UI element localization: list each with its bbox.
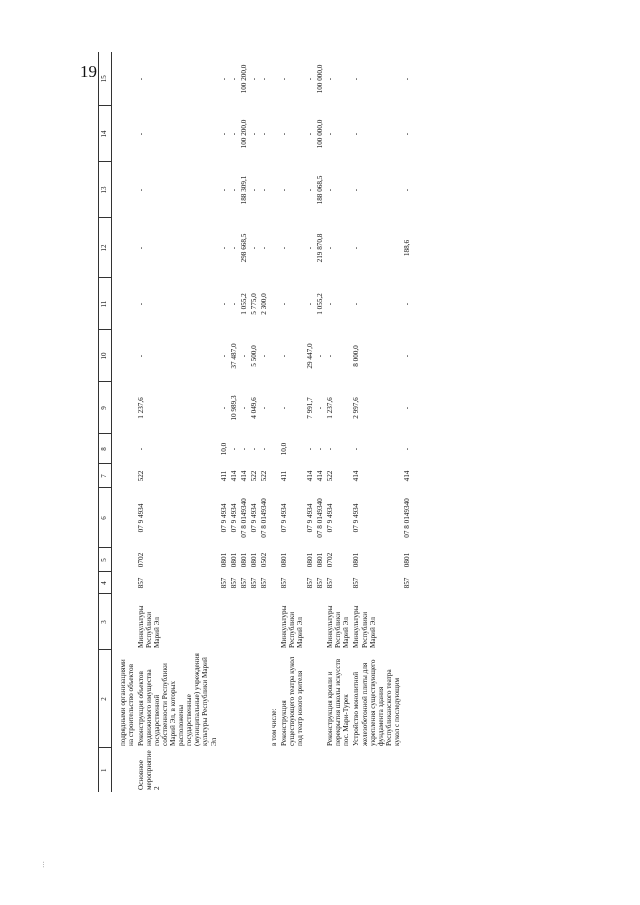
table-cell: -: [136, 354, 145, 358]
table-cell: [229, 594, 239, 650]
table-cell: -: [306, 77, 315, 81]
table-cell: 0801: [229, 552, 238, 568]
table-cell: [118, 382, 136, 434]
table-cell: [118, 218, 136, 278]
table-cell: 5 775,0: [249, 293, 258, 315]
table-cell: -: [402, 354, 411, 358]
table-cell: -: [402, 77, 411, 81]
table-cell: 857: [402, 577, 411, 589]
table-cell: -: [136, 447, 145, 451]
table-cell: [269, 434, 279, 464]
table-cell: [118, 572, 136, 594]
table-cell: 0801: [306, 552, 315, 568]
table-cell: [269, 330, 279, 382]
table-cell: [279, 748, 305, 792]
table-cell: -: [352, 246, 361, 250]
header-cell: 4: [99, 572, 112, 594]
table-cell: 857: [136, 577, 145, 589]
table-cell: 1 055,2: [239, 293, 248, 315]
table-cell: 07 8 0149340: [259, 498, 268, 538]
table-cell: [305, 748, 315, 792]
table-cell: 0502: [259, 552, 268, 568]
table-cell: [269, 382, 279, 434]
table-cell: -: [306, 447, 315, 451]
table-cell: -: [219, 132, 228, 136]
header-cell: 3: [99, 594, 112, 650]
table-cell: -: [279, 188, 288, 192]
table-cell: 414: [239, 470, 248, 482]
table-cell: [229, 748, 239, 792]
table-cell: 414: [402, 470, 411, 482]
table-cell: -: [136, 188, 145, 192]
table-cell: 07 8 0149340: [239, 498, 248, 538]
table-cell: -: [306, 188, 315, 192]
table-cell: 10 989,3: [229, 395, 238, 421]
table-row: [402, 52, 412, 792]
table-cell: [239, 594, 249, 650]
header-cell: 6: [99, 488, 112, 548]
table-cell: [269, 218, 279, 278]
table-cell: [229, 650, 239, 748]
table-cell: 10,0: [219, 442, 228, 456]
table-cell: [305, 594, 315, 650]
table-cell: -: [326, 302, 335, 306]
table-cell: -: [352, 302, 361, 306]
table-cell: 1 237,6: [326, 397, 335, 419]
table-cell: -: [326, 132, 335, 136]
table-cell: -: [402, 447, 411, 451]
table-cell: -: [259, 354, 268, 358]
table-cell: [325, 748, 351, 792]
table-cell: [402, 594, 412, 650]
table-cell: [219, 650, 229, 748]
table-cell: [269, 464, 279, 488]
table-cell: 07 9 4934: [326, 503, 335, 533]
table-cell: -: [136, 132, 145, 136]
table-cell: 522: [259, 470, 268, 482]
table-cell: 0801: [239, 552, 248, 568]
table-cell: [219, 594, 229, 650]
table-cell: [219, 748, 229, 792]
rotated-table-container: [98, 52, 628, 792]
table-cell: 37 487,0: [229, 343, 238, 369]
table-cell: [269, 748, 279, 792]
table-cell: 10,0: [279, 442, 288, 456]
table-cell: [315, 650, 325, 748]
table-cell: -: [326, 188, 335, 192]
table-cell: [269, 162, 279, 218]
table-cell: 07 9 4934: [352, 503, 361, 533]
table-cell: 522: [136, 470, 145, 482]
table-cell: 0801: [279, 552, 288, 568]
table-cell: -: [316, 406, 325, 410]
table-cell: -: [136, 302, 145, 306]
table-cell: Минкультуры Республики Марий Эл: [326, 605, 351, 648]
table-cell: [118, 488, 136, 548]
table-cell: [269, 106, 279, 162]
table-cell: -: [229, 132, 238, 136]
table-cell: [118, 278, 136, 330]
table-cell: 0801: [249, 552, 258, 568]
header-cell: 15: [99, 52, 112, 106]
table-cell: Минкультуры Республики Марий Эл: [136, 605, 162, 648]
table-cell: [259, 594, 269, 650]
page-number: 19: [80, 62, 97, 81]
table-cell: [239, 748, 249, 792]
budget-table: [98, 52, 412, 792]
table-cell: -: [219, 188, 228, 192]
table-cell: 07 9 4934: [219, 503, 228, 533]
table-cell: 1 055,2: [316, 293, 325, 315]
table-cell: [269, 488, 279, 548]
table-cell: 0702: [326, 552, 335, 568]
table-cell: [249, 650, 259, 748]
table-cell: -: [136, 77, 145, 81]
header-cell: 10: [99, 330, 112, 382]
table-cell: 0801: [352, 552, 361, 568]
table-row: [229, 52, 239, 792]
table-cell: -: [306, 302, 315, 306]
table-cell: 219 870,8: [316, 233, 325, 263]
table-cell: 100 200,0: [239, 64, 248, 94]
table-cell: 857: [326, 577, 335, 589]
table-cell: [269, 52, 279, 106]
table-cell: -: [249, 246, 258, 250]
table-cell: -: [352, 77, 361, 81]
table-cell: -: [279, 406, 288, 410]
table-cell: -: [316, 447, 325, 451]
table-cell: [351, 748, 401, 792]
table-cell: 2 300,0: [259, 293, 268, 315]
table-row: [219, 52, 229, 792]
table-cell: -: [279, 246, 288, 250]
table-cell: 0702: [136, 552, 145, 568]
table-cell: 100 000,0: [316, 64, 325, 94]
table-row: [249, 52, 259, 792]
table-cell: -: [239, 406, 248, 410]
table-cell: -: [402, 406, 411, 410]
table-cell: [269, 278, 279, 330]
header-cell: 12: [99, 218, 112, 278]
table-cell: -: [326, 77, 335, 81]
table-cell: 07 9 4934: [136, 503, 145, 533]
table-cell: -: [279, 302, 288, 306]
table-row: [239, 52, 249, 792]
table-row: [351, 52, 401, 792]
table-row: [305, 52, 315, 792]
table-cell: [118, 748, 136, 792]
table-cell: -: [259, 188, 268, 192]
table-cell: [118, 330, 136, 382]
table-cell: 7 991,7: [306, 397, 315, 419]
table-cell: 857: [306, 577, 315, 589]
table-row: [269, 52, 279, 792]
table-cell: -: [352, 447, 361, 451]
table-cell: 298 668,5: [239, 233, 248, 263]
header-cell: 5: [99, 548, 112, 572]
table-row: [315, 52, 325, 792]
header-row: [99, 52, 112, 792]
table-cell: [315, 594, 325, 650]
table-cell: Реконструкция существующего театра кукол под театр юного зрителя: [279, 656, 305, 746]
table-cell: [118, 52, 136, 106]
table-cell: Реконструкция кровли и перекрытия школы искусств пос. Мари-Турек: [326, 658, 351, 746]
table-cell: 0801: [402, 552, 411, 568]
table-cell: 414: [316, 470, 325, 482]
table-cell: 857: [249, 577, 258, 589]
table-cell: -: [259, 77, 268, 81]
table-cell: -: [229, 188, 238, 192]
table-cell: [269, 572, 279, 594]
table-cell: [249, 748, 259, 792]
table-cell: 8 000,0: [352, 345, 361, 367]
table-cell: 0801: [219, 552, 228, 568]
table-cell: [269, 548, 279, 572]
table-cell: [259, 748, 269, 792]
table-cell: -: [326, 246, 335, 250]
table-row: [136, 52, 219, 792]
table-row: [118, 52, 136, 792]
table-cell: [315, 748, 325, 792]
table-cell: 857: [316, 577, 325, 589]
table-cell: [118, 594, 136, 650]
table-cell: 857: [229, 577, 238, 589]
table-cell: 857: [352, 577, 361, 589]
table-row: [259, 52, 269, 792]
table-cell: -: [402, 302, 411, 306]
table-cell: -: [229, 447, 238, 451]
table-cell: Минкультуры Республики Марий Эл: [352, 605, 377, 648]
table-cell: -: [239, 354, 248, 358]
table-cell: -: [279, 132, 288, 136]
table-cell: -: [402, 188, 411, 192]
header-cell: 9: [99, 382, 112, 434]
table-cell: -: [259, 447, 268, 451]
table-cell: 07 9 4934: [229, 503, 238, 533]
table-cell: -: [249, 447, 258, 451]
table-cell: 07 9 4934: [249, 503, 258, 533]
table-cell: -: [352, 132, 361, 136]
table-cell: -: [279, 77, 288, 81]
table-cell: Реконструкция объектов недвижимого имущества государственной собственности Республики Марий Эл, в которых расположены государственные (муниципальные) учреждения культуры Республики Марий Эл: [136, 653, 218, 746]
table-cell: [249, 594, 259, 650]
table-cell: -: [326, 354, 335, 358]
table-cell: 07 8 0149340: [402, 498, 411, 538]
table-cell: 4 049,6: [249, 397, 258, 419]
table-cell: -: [352, 188, 361, 192]
header-cell: 11: [99, 278, 112, 330]
header-cell: 7: [99, 464, 112, 488]
header-cell: 13: [99, 162, 112, 218]
table-cell: 414: [352, 470, 361, 482]
table-cell: -: [306, 246, 315, 250]
table-cell: -: [259, 132, 268, 136]
table-cell: -: [316, 354, 325, 358]
table-cell: Основное мероприятие 2: [136, 750, 162, 790]
table-cell: 07 8 0149340: [316, 498, 325, 538]
table-cell: подрядными организациями на строительство объектов: [118, 659, 135, 746]
table-cell: -: [219, 354, 228, 358]
table-cell: -: [306, 132, 315, 136]
table-cell: 414: [229, 470, 238, 482]
table-cell: Минкультуры Республики Марий Эл: [279, 605, 305, 648]
table-cell: -: [326, 447, 335, 451]
table-cell: [402, 748, 412, 792]
table-cell: [118, 106, 136, 162]
table-cell: 188 309,1: [239, 175, 248, 205]
edge-mark: …: [38, 861, 46, 868]
table-cell: 188,6: [402, 239, 411, 257]
table-cell: 07 9 4934: [279, 503, 288, 533]
table-cell: 857: [259, 577, 268, 589]
table-cell: 857: [279, 577, 288, 589]
table-cell: 100 000,0: [316, 119, 325, 149]
table-cell: 857: [219, 577, 228, 589]
table-cell: -: [219, 77, 228, 81]
table-cell: 857: [239, 577, 248, 589]
table-cell: 2 997,6: [352, 397, 361, 419]
table-cell: 188 068,5: [316, 175, 325, 205]
table-cell: 522: [249, 470, 258, 482]
table-cell: Устройство монолитной железобетонной плиты для укрепления существующего фундамента здания Республиканского театра кукол с последующим: [352, 659, 401, 746]
table-row: [279, 52, 305, 792]
table-cell: [269, 594, 279, 650]
table-cell: [118, 548, 136, 572]
table-cell: -: [249, 132, 258, 136]
table-cell: -: [279, 354, 288, 358]
table-cell: [402, 650, 412, 748]
table-cell: [118, 434, 136, 464]
table-cell: -: [229, 246, 238, 250]
header-cell: 2: [99, 650, 112, 748]
table-cell: [259, 650, 269, 748]
header-cell: 14: [99, 106, 112, 162]
table-cell: -: [249, 188, 258, 192]
table-cell: 29 447,0: [306, 343, 315, 369]
table-cell: [239, 650, 249, 748]
table-cell: -: [229, 77, 238, 81]
table-cell: -: [402, 132, 411, 136]
table-cell: 411: [279, 470, 288, 482]
table-cell: -: [136, 246, 145, 250]
table-cell: 0801: [316, 552, 325, 568]
table-cell: 522: [326, 470, 335, 482]
table-cell: 5 500,0: [249, 345, 258, 367]
table-cell: -: [239, 447, 248, 451]
table-cell: 414: [306, 470, 315, 482]
table-cell: -: [219, 406, 228, 410]
table-cell: [305, 650, 315, 748]
table-cell: -: [229, 302, 238, 306]
table-cell: [118, 162, 136, 218]
table-cell: -: [259, 406, 268, 410]
table-cell: [118, 464, 136, 488]
table-cell: в том числе:: [269, 708, 278, 746]
table-cell: -: [259, 246, 268, 250]
table-cell: 1 237,6: [136, 397, 145, 419]
table-cell: -: [249, 77, 258, 81]
table-cell: 07 9 4934: [306, 503, 315, 533]
table-row: [325, 52, 351, 792]
header-cell: 1: [99, 748, 112, 792]
table-cell: -: [219, 246, 228, 250]
table-cell: 100 200,0: [239, 119, 248, 149]
table-cell: 411: [219, 470, 228, 482]
header-cell: 8: [99, 434, 112, 464]
table-cell: -: [219, 302, 228, 306]
